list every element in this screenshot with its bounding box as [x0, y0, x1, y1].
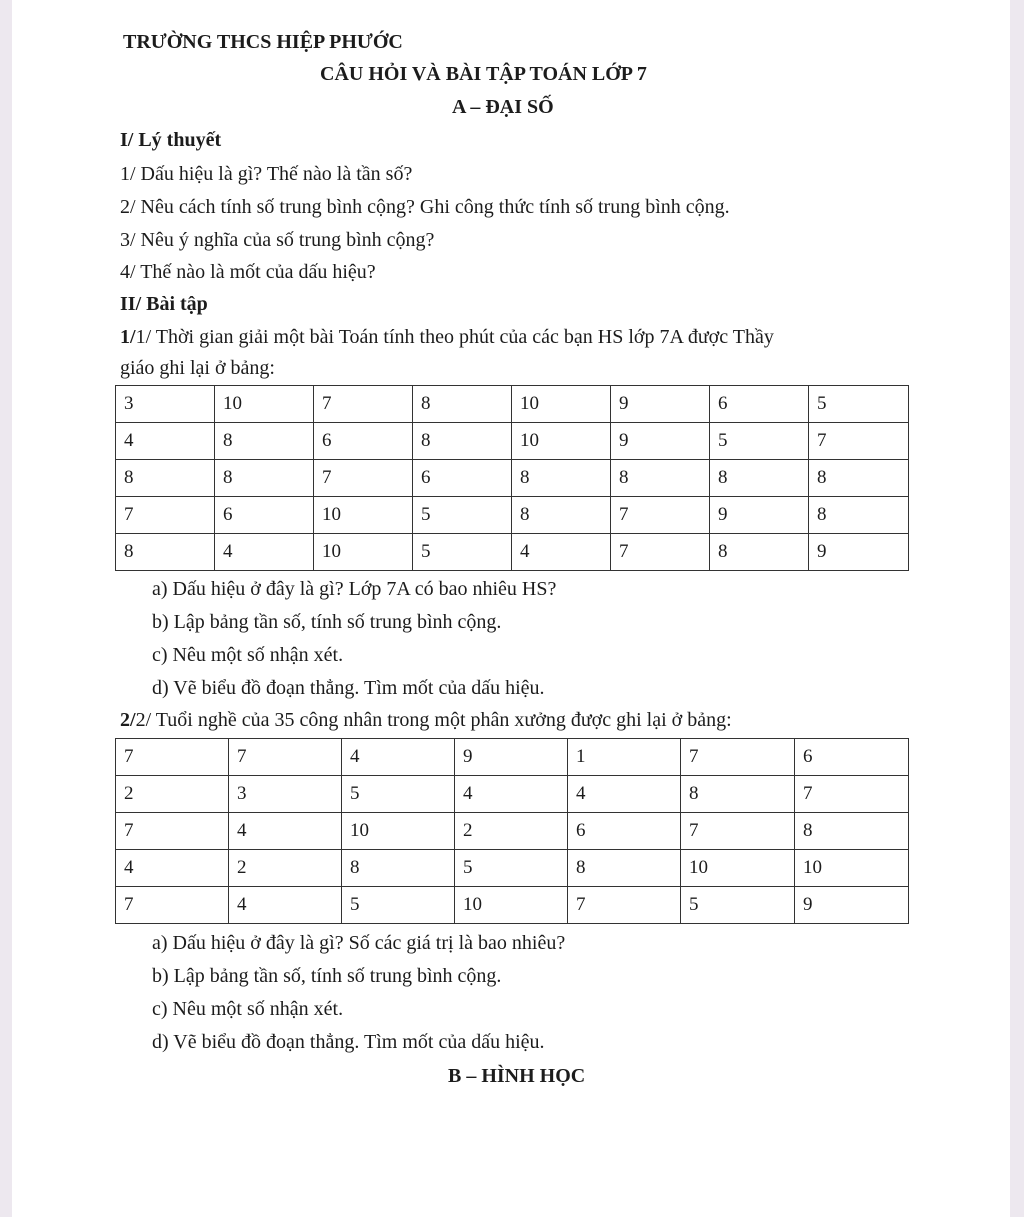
table-cell: 2: [229, 850, 342, 887]
table-cell: 5: [413, 534, 512, 571]
exercise-1-question-c: c) Nêu một số nhận xét.: [152, 644, 344, 666]
table-cell: 8: [568, 850, 681, 887]
table-cell: 9: [455, 739, 568, 776]
table-cell: 9: [710, 497, 809, 534]
table-cell: 5: [342, 887, 455, 924]
table-cell: 7: [116, 813, 229, 850]
table-row: [116, 850, 909, 887]
table-cell: 7: [314, 386, 413, 423]
table-cell: 4: [342, 739, 455, 776]
table-cell: 9: [611, 386, 710, 423]
table-cell: 8: [611, 460, 710, 497]
table-cell: 6: [413, 460, 512, 497]
table-cell: 4: [229, 887, 342, 924]
exercise-2-intro: 2/2/ Tuổi nghề của 35 công nhân trong một phân xưởng được ghi lại ở bảng:: [120, 709, 732, 731]
table-cell: 7: [681, 739, 795, 776]
table-cell: 5: [809, 386, 909, 423]
table-cell: 5: [710, 423, 809, 460]
table-cell: 8: [413, 423, 512, 460]
table-cell: 8: [809, 460, 909, 497]
exercise-2-data-table: [115, 738, 909, 924]
table-cell: 6: [710, 386, 809, 423]
table-cell: 10: [314, 534, 413, 571]
table-cell: 5: [413, 497, 512, 534]
table-cell: 8: [809, 497, 909, 534]
document-page: [12, 0, 1010, 1217]
table-cell: 6: [568, 813, 681, 850]
table-cell: 6: [314, 423, 413, 460]
table-row: [116, 386, 909, 423]
table-cell: 7: [809, 423, 909, 460]
table-cell: 9: [809, 534, 909, 571]
table-cell: 4: [116, 850, 229, 887]
table-cell: 4: [568, 776, 681, 813]
exercise-2-intro-text: 2/ Tuổi nghề của 35 công nhân trong một phân xưởng được ghi lại ở bảng:: [135, 709, 732, 731]
document-title: CÂU HỎI VÀ BÀI TẬP TOÁN LỚP 7: [320, 63, 647, 85]
table-cell: 4: [229, 813, 342, 850]
table-row: [116, 776, 909, 813]
table-cell: 10: [795, 850, 909, 887]
table-cell: 7: [116, 887, 229, 924]
theory-question-3: 3/ Nêu ý nghĩa của số trung bình cộng?: [120, 229, 435, 251]
school-name: TRƯỜNG THCS HIỆP PHƯỚC: [123, 31, 403, 53]
table-cell: 7: [795, 776, 909, 813]
exercise-1-data-table: [115, 385, 909, 571]
table-cell: 10: [681, 850, 795, 887]
table-cell: 7: [681, 813, 795, 850]
table-cell: 10: [512, 386, 611, 423]
table-cell: 2: [116, 776, 229, 813]
table-cell: 4: [455, 776, 568, 813]
table-cell: 8: [342, 850, 455, 887]
table-row: [116, 460, 909, 497]
table-cell: 3: [229, 776, 342, 813]
table-cell: 8: [512, 460, 611, 497]
table-row: [116, 739, 909, 776]
table-row: [116, 813, 909, 850]
table-cell: 6: [795, 739, 909, 776]
table-cell: 6: [215, 497, 314, 534]
exercise-1-question-a: a) Dấu hiệu ở đây là gì? Lớp 7A có bao nhiêu HS?: [152, 578, 557, 600]
theory-heading: I/ Lý thuyết: [120, 129, 222, 151]
exercises-heading: II/ Bài tập: [120, 293, 208, 315]
table-cell: 10: [314, 497, 413, 534]
table-cell: 4: [215, 534, 314, 571]
table-cell: 2: [455, 813, 568, 850]
table-cell: 7: [116, 739, 229, 776]
table-cell: 8: [795, 813, 909, 850]
table-cell: 7: [116, 497, 215, 534]
table-cell: 8: [215, 460, 314, 497]
exercise-2-question-d: d) Vẽ biểu đồ đoạn thẳng. Tìm mốt của dấu hiệu.: [152, 1031, 545, 1053]
table-cell: 5: [455, 850, 568, 887]
table-cell: 8: [116, 460, 215, 497]
table-cell: 9: [795, 887, 909, 924]
section-b-heading: B – HÌNH HỌC: [448, 1065, 586, 1087]
table-row: [116, 887, 909, 924]
table-cell: 8: [215, 423, 314, 460]
table-cell: 9: [611, 423, 710, 460]
table-cell: 7: [611, 534, 710, 571]
table-cell: 7: [314, 460, 413, 497]
table-cell: 7: [611, 497, 710, 534]
table-cell: 1: [568, 739, 681, 776]
table-cell: 4: [512, 534, 611, 571]
exercise-1-question-b: b) Lập bảng tần số, tính số trung bình cộng.: [152, 611, 502, 633]
exercise-2-question-b: b) Lập bảng tần số, tính số trung bình cộng.: [152, 965, 502, 987]
table-cell: 3: [116, 386, 215, 423]
table-cell: 10: [342, 813, 455, 850]
theory-question-2: 2/ Nêu cách tính số trung bình cộng? Ghi công thức tính số trung bình cộng.: [120, 196, 730, 218]
table-cell: 10: [455, 887, 568, 924]
table-row: [116, 534, 909, 571]
table-cell: 7: [568, 887, 681, 924]
table-cell: 5: [681, 887, 795, 924]
exercise-1-intro-text: 1/ Thời gian giải một bài Toán tính theo phút của các bạn HS lớp 7A được Thầy: [135, 326, 774, 348]
theory-question-1: 1/ Dấu hiệu là gì? Thế nào là tần số?: [120, 163, 413, 185]
table-cell: 10: [215, 386, 314, 423]
exercise-1-intro: 1/1/ Thời gian giải một bài Toán tính theo phút của các bạn HS lớp 7A được Thầy: [120, 326, 774, 348]
exercise-2-question-c: c) Nêu một số nhận xét.: [152, 998, 344, 1020]
exercise-2-question-a: a) Dấu hiệu ở đây là gì? Số các giá trị là bao nhiêu?: [152, 932, 566, 954]
table-cell: 10: [512, 423, 611, 460]
table-cell: 8: [512, 497, 611, 534]
table-cell: 7: [229, 739, 342, 776]
theory-question-4: 4/ Thế nào là mốt của dấu hiệu?: [120, 261, 376, 283]
table-row: [116, 497, 909, 534]
table-cell: 8: [681, 776, 795, 813]
table-cell: 4: [116, 423, 215, 460]
table-cell: 8: [710, 534, 809, 571]
section-a-heading: A – ĐẠI SỐ: [452, 96, 554, 118]
table-row: [116, 423, 909, 460]
exercise-1-question-d: d) Vẽ biểu đồ đoạn thẳng. Tìm mốt của dấu hiệu.: [152, 677, 545, 699]
exercise-1-intro-cont: giáo ghi lại ở bảng:: [120, 357, 275, 379]
table-cell: 8: [413, 386, 512, 423]
table-cell: 8: [710, 460, 809, 497]
table-cell: 5: [342, 776, 455, 813]
table-cell: 8: [116, 534, 215, 571]
